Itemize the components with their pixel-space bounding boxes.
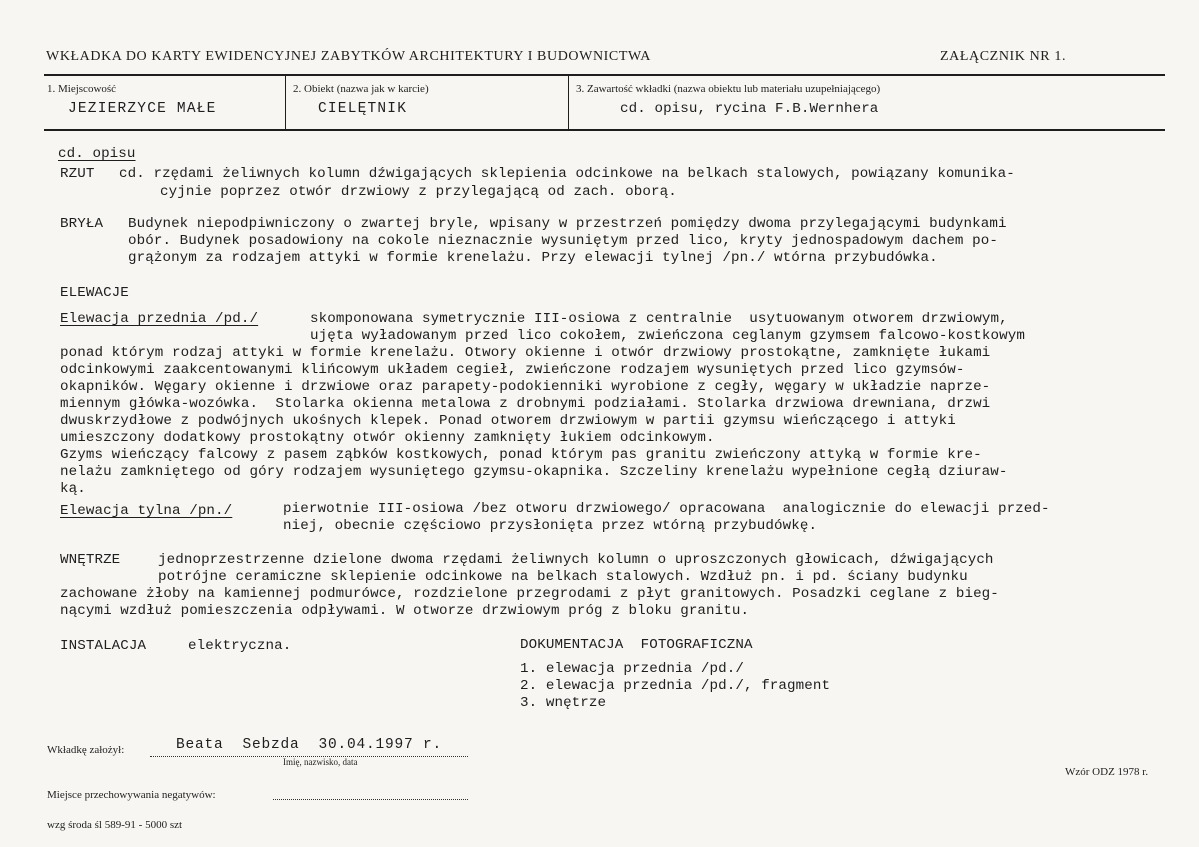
front-elevation-line: ką.	[60, 481, 86, 497]
instalacja-label: INSTALACJA	[60, 638, 147, 654]
front-elevation-line: ujęta wyładowanym przed lico cokołem, zwieńczona ceglanym gzymsem falcowo-kostkowym	[310, 328, 1025, 344]
photo-item: 3. wnętrze	[520, 695, 607, 711]
field-divider-2	[568, 76, 569, 130]
contents-label: 3. Zawartość wkładki (nazwa obiektu lub materiału uzupełniającego)	[576, 83, 881, 95]
rzut-line: cd. rzędami żeliwnych kolumn dźwigających sklepienia odcinkowe na belkach stalowych, powiązany komunika-	[119, 166, 1015, 182]
photo-item: 2. elewacja przednia /pd./, fragment	[520, 678, 831, 694]
attachment-number: ZAŁĄCZNIK NR 1.	[940, 49, 1067, 64]
founded-hint: Imię, nazwisko, data	[283, 757, 358, 767]
front-elevation-line: Gzyms wieńczący falcowy z pasem ząbków kostkowych, ponad którym pas granitu zwieńczony attyką w formie kre-	[60, 447, 982, 463]
storage-dotted-line	[273, 799, 468, 800]
front-elevation-line: ponad którym rodzaj attyki w formie krenelażu. Otwory okienne i otwór drzwiowy prostokątne, zamknięte łukami	[60, 345, 991, 361]
rear-elevation-line: niej, obecnie częściowo przysłonięta przez wtórną przybudówkę.	[283, 518, 818, 534]
wnetrze-line: potrójne ceramiczne sklepienie odcinkowe na belkach stalowych. Wzdłuż pn. i pd. ściany budynku	[158, 569, 968, 585]
print-info: wzg środa śl 589-91 - 5000 szt	[47, 819, 183, 831]
storage-label: Miejsce przechowywania negatywów:	[47, 789, 216, 801]
founded-value: Beata Sebzda 30.04.1997 r.	[176, 737, 443, 753]
rear-elevation-line: pierwotnie III-osiowa /bez otworu drzwiowego/ opracowana analogicznie do elewacji przed-	[283, 501, 1050, 517]
instalacja-value: elektryczna.	[188, 638, 292, 654]
object-label: 2. Obiekt (nazwa jak w karcie)	[293, 83, 429, 95]
card-title: WKŁADKA DO KARTY EWIDENCYJNEJ ZABYTKÓW ARCHITEKTURY I BUDOWNICTWA	[46, 49, 651, 64]
bryla-line: Budynek niepodpiwniczony o zwartej bryle, wpisany w przestrzeń pomiędzy dwoma przylegającymi budynkami	[128, 216, 1007, 232]
front-elevation-label: Elewacja przednia /pd./	[60, 311, 259, 327]
rzut-label: RZUT	[60, 166, 95, 182]
rzut-line: cyjnie poprzez otwór drzwiowy z przylegającą od zach. oborą.	[160, 184, 677, 200]
wnetrze-line: jednoprzestrzenne dzielone dwoma rzędami żeliwnych kolumn o uproszczonych głowicach, dźwigających	[158, 552, 994, 568]
photo-heading: DOKUMENTACJA FOTOGRAFICZNA	[520, 637, 753, 653]
field-row-rule	[44, 129, 1165, 131]
location-label: 1. Miejscowość	[47, 83, 117, 95]
founded-label: Wkładkę założył:	[47, 744, 125, 756]
front-elevation-line: skomponowana symetrycznie III-osiowa z centralnie usytuowanym otworem drzwiowym,	[310, 311, 1008, 327]
front-elevation-line: umieszczony dodatkowy prostokątny otwór okienny zamknięty łukiem odcinkowym.	[60, 430, 715, 446]
header-rule	[44, 74, 1165, 76]
rear-elevation-label: Elewacja tylna /pn./	[60, 503, 233, 519]
front-elevation-line: nelażu zamkniętego od góry rodzajem wysuniętego gzymsu-okapnika. Szczeliny krenelażu wypełnione cegłą dziuraw-	[60, 464, 1008, 480]
bryla-line: obór. Budynek posadowiony na cokole nieznacznie wysuniętym przed lico, kryty jednospadowym dachem po-	[128, 233, 999, 249]
front-elevation-line: odcinkowymi zaakcentowanymi klińcowym układem cegieł, zwieńczone rodzajem wysuniętych przed lico gzymsów-	[60, 362, 965, 378]
section-heading: cd. opisu	[58, 146, 136, 162]
wnetrze-line: nącymi wzdłuż pomieszczenia odpływami. W otworze drzwiowym próg z bloku granitu.	[60, 603, 750, 619]
elewacje-heading: ELEWACJE	[60, 285, 129, 301]
front-elevation-line: miennym główka-wozówka. Stolarka okienna metalowa z drobnymi podziałami. Stolarka drzwiowa drewniana, drzwi	[60, 396, 991, 412]
object-value: CIELĘTNIK	[318, 101, 408, 117]
contents-value: cd. opisu, rycina F.B.Wernhera	[620, 101, 879, 117]
photo-item: 1. elewacja przednia /pd./	[520, 661, 744, 677]
wnetrze-label: WNĘTRZE	[60, 552, 121, 568]
wnetrze-line: zachowane żłoby na kamiennej podmurówce, rozdzielone przegrodami z płyt granitowych. Posadzki ceglane z bieg-	[60, 586, 999, 602]
front-elevation-line: okapników. Węgary okienne i drzwiowe oraz parapety-podokienniki wyrobione z cegły, węgary w układzie naprze-	[60, 379, 991, 395]
bryla-label: BRYŁA	[60, 216, 104, 232]
front-elevation-line: dwuskrzydłowe z podwójnych ukośnych klepek. Ponad otworem drzwiowym w partii gzymsu wieńczącego i attyki	[60, 413, 956, 429]
bryla-line: grążonym za rodzajem attyki w formie krenelażu. Przy elewacji tylnej /pn./ wtórna przybudówka.	[128, 250, 938, 266]
field-divider-1	[285, 76, 286, 130]
location-value: JEZIERZYCE MAŁE	[68, 101, 217, 117]
model-label: Wzór ODZ 1978 r.	[1065, 766, 1149, 778]
